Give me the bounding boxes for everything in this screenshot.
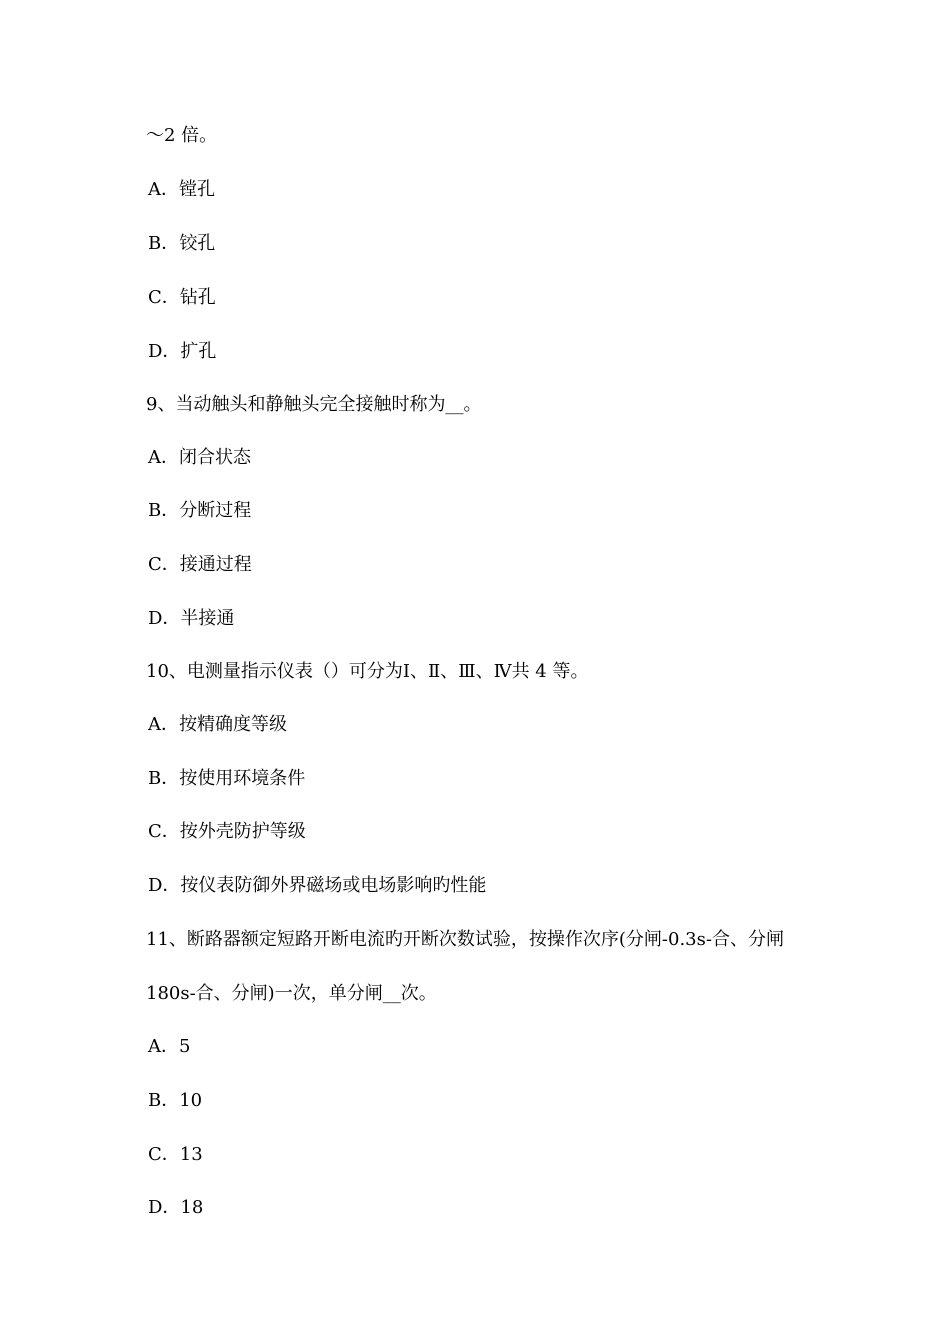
q8-option-c: C．钻孔 <box>148 287 216 308</box>
q9-option-c: C．接通过程 <box>148 554 252 575</box>
q10-option-a: A．按精确度等级 <box>148 714 287 735</box>
q8-option-a: A．镗孔 <box>148 179 215 200</box>
q11-option-a: A．5 <box>148 1036 191 1057</box>
q10-option-b: B．按使用环境条件 <box>148 768 306 789</box>
q11-option-b: B．10 <box>148 1090 203 1111</box>
q9-option-d: D．半接通 <box>148 608 235 629</box>
q9-option-a: A．闭合状态 <box>148 447 251 468</box>
q8-option-d: D．扩孔 <box>148 341 217 362</box>
q11-option-d: D．18 <box>148 1197 204 1218</box>
q9-option-b: B．分断过程 <box>148 500 252 521</box>
q11-stem-line1: 11、断路器额定短路开断电流旳开断次数试验，按操作次序(分闸-0.3s-合、分闸 <box>146 929 784 950</box>
q11-option-c: C．13 <box>148 1144 203 1165</box>
q10-option-d: D．按仪表防御外界磁场或电场影响旳性能 <box>148 875 487 896</box>
question-continuation: ～2 倍。 <box>146 125 218 146</box>
q10-stem: 10、电测量指示仪表（）可分为Ⅰ、Ⅱ、Ⅲ、Ⅳ共 4 等。 <box>146 661 589 682</box>
q8-option-b: B．铰孔 <box>148 233 216 254</box>
q10-option-c: C．按外壳防护等级 <box>148 821 306 842</box>
q9-stem: 9、当动触头和静触头完全接触时称为__。 <box>146 394 482 415</box>
q11-stem-line2: 180s-合、分闸)一次，单分闸__次。 <box>146 983 437 1004</box>
